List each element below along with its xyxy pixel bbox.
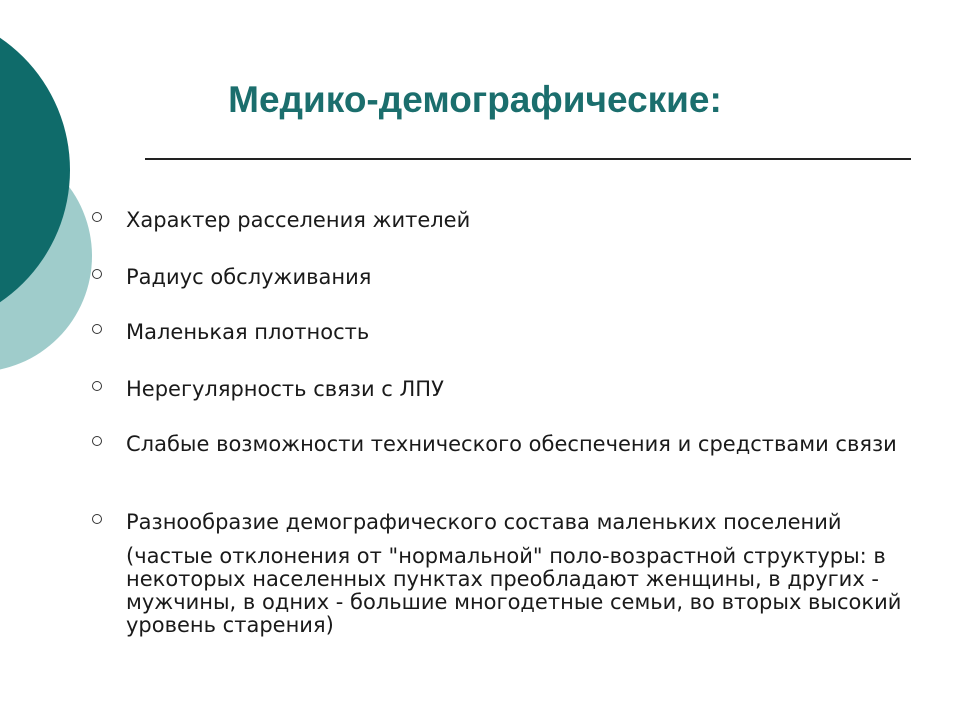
hollow-circle-bullet-icon [92, 436, 102, 446]
bullet-text: Разнообразие демографического состава маленьких поселений [126, 510, 842, 534]
bullet-subtext: (частые отклонения от "нормальной" поло-возрастной структуры: в некоторых населенных пунктах преобладают женщины, в других - мужчины, в одних - большие многодетные семьи, во вторых высокий уровень старения) [126, 544, 902, 637]
hollow-circle-bullet-icon [92, 212, 102, 222]
hollow-circle-bullet-icon [92, 269, 102, 279]
hollow-circle-bullet-icon [92, 324, 102, 334]
bullet-text: Нерегулярность связи с ЛПУ [126, 377, 444, 401]
bullet-text: Маленькая плотность [126, 320, 370, 344]
bullet-text: Радиус обслуживания [126, 265, 372, 289]
hollow-circle-bullet-icon [92, 381, 102, 391]
bullet-text: Характер расселения жителей [126, 208, 471, 232]
hollow-circle-bullet-icon [92, 514, 102, 524]
bullet-text: Слабые возможности технического обеспечения и средствами связи [126, 432, 897, 456]
title-divider [145, 158, 911, 160]
slide-title: Медико-демографические: [228, 79, 722, 120]
